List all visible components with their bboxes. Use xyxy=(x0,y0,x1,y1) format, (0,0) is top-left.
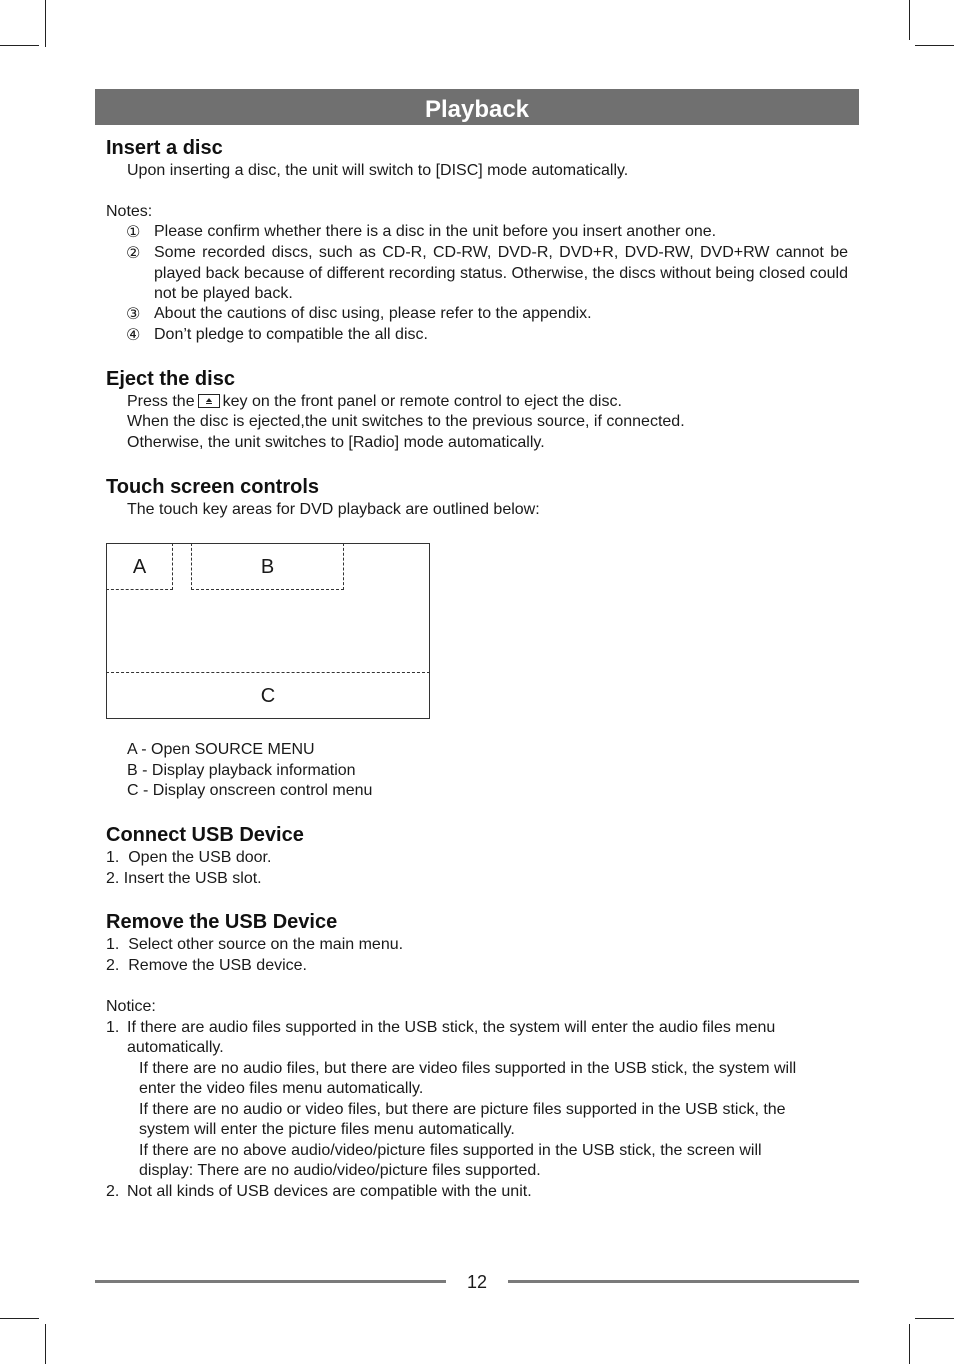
crop-mark xyxy=(909,1324,910,1364)
touch-heading: Touch screen controls xyxy=(106,476,320,498)
insert-disc-heading: Insert a disc xyxy=(106,137,223,159)
note-marker: ② xyxy=(126,245,141,262)
crop-mark xyxy=(0,1318,39,1319)
insert-disc-text: Upon inserting a disc, the unit will switch to [DISC] mode automatically. xyxy=(127,162,629,179)
notice-item-1-line-2: automatically. xyxy=(127,1039,224,1056)
notice-item-2-number: 2. xyxy=(106,1183,120,1200)
eject-line-2: When the disc is ejected,the unit switches to the previous source, if connected. xyxy=(127,413,685,430)
eject-key-icon xyxy=(198,394,220,408)
legend-a: A - Open SOURCE MENU xyxy=(127,741,315,758)
note-marker: ④ xyxy=(126,327,141,344)
connect-step-2: 2. Insert the USB slot. xyxy=(106,870,262,887)
note-1: Please confirm whether there is a disc in the unit before you insert another one. xyxy=(154,223,717,240)
page-title-banner: Playback xyxy=(95,89,859,125)
touch-zone-c: C xyxy=(106,672,430,719)
remove-step-1: 1. Select other source on the main menu. xyxy=(106,936,404,953)
page-number: 12 xyxy=(466,1272,488,1292)
touch-text: The touch key areas for DVD playback are outlined below: xyxy=(127,501,540,518)
crop-mark xyxy=(915,45,954,46)
crop-mark xyxy=(909,0,910,40)
notice-label: Notice: xyxy=(106,998,156,1015)
notice-sub-line: enter the video files menu automatically. xyxy=(139,1080,424,1097)
touch-screen-diagram xyxy=(106,543,430,719)
crop-mark xyxy=(45,1324,46,1364)
touch-zone-b: B xyxy=(191,543,344,590)
footer-rule-right xyxy=(508,1280,859,1283)
note-3: About the cautions of disc using, please refer to the appendix. xyxy=(154,305,592,322)
notice-sub-line: If there are no audio or video files, but there are picture files supported in the USB stick, the xyxy=(139,1101,786,1118)
eject-line-3: Otherwise, the unit switches to [Radio] mode automatically. xyxy=(127,434,545,451)
eject-line-1-post: key on the front panel or remote control to eject the disc. xyxy=(222,393,622,410)
legend-c: C - Display onscreen control menu xyxy=(127,782,373,799)
footer-rule-left xyxy=(95,1280,446,1283)
notice-item-2: Not all kinds of USB devices are compatible with the unit. xyxy=(127,1183,532,1200)
notice-sub-line: If there are no above audio/video/picture files supported in the USB stick, the screen will xyxy=(139,1142,762,1159)
notice-sub-line: If there are no audio files, but there are video files supported in the USB stick, the system will xyxy=(139,1060,797,1077)
notice-item-1-number: 1. xyxy=(106,1019,120,1036)
crop-mark xyxy=(915,1318,954,1319)
notice-sub-line: system will enter the picture files menu automatically. xyxy=(139,1121,515,1138)
crop-mark xyxy=(0,45,39,46)
note-4: Don’t pledge to compatible the all disc. xyxy=(154,326,428,343)
legend-b: B - Display playback information xyxy=(127,762,356,779)
eject-line-1-pre: Press the xyxy=(127,393,195,410)
notes-label: Notes: xyxy=(106,203,153,220)
notice-item-1-line-1: If there are audio files supported in the USB stick, the system will enter the audio files menu xyxy=(127,1019,776,1036)
remove-step-2: 2. Remove the USB device. xyxy=(106,957,307,974)
crop-mark xyxy=(45,0,46,47)
note-marker: ③ xyxy=(126,306,141,323)
notice-sub-line: display: There are no audio/video/picture files supported. xyxy=(139,1162,541,1179)
note-2: Some recorded discs, such as CD-R, CD-RW, DVD-R, DVD+R, DVD-RW, DVD+RW cannot be played back because of different recording status. Otherwise, the discs without being closed could not be played back. xyxy=(154,244,848,302)
touch-zone-a: A xyxy=(106,543,173,590)
connect-usb-heading: Connect USB Device xyxy=(106,824,304,846)
eject-heading: Eject the disc xyxy=(106,368,235,390)
eject-line-1 xyxy=(127,392,622,413)
connect-step-1: 1. Open the USB door. xyxy=(106,849,272,866)
remove-usb-heading: Remove the USB Device xyxy=(106,911,338,933)
note-marker: ① xyxy=(126,224,141,241)
